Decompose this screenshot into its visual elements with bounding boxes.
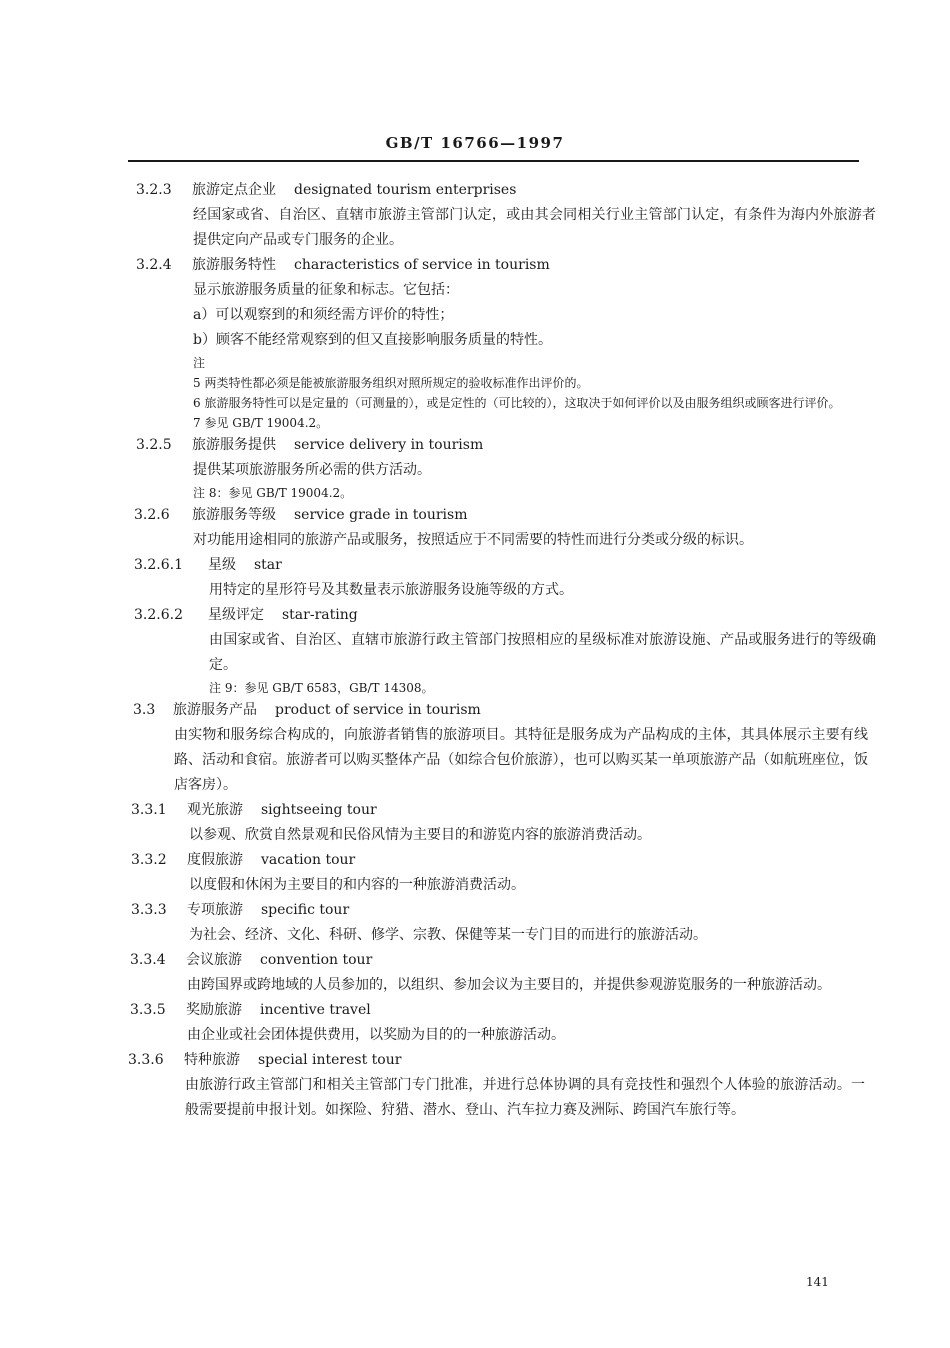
definition-text: 由国家或省、自治区、直辖市旅游行政主管部门按照相应的星级标准对旅游设施、产品或服务进行的等级确定。 — [209, 632, 876, 673]
definition-text: 由企业或社会团体提供费用，以奖励为目的的一种旅游活动。 — [187, 1027, 565, 1043]
term-heading — [0, 698, 950, 723]
term-chinese: 旅游服务特性 — [192, 257, 276, 273]
clause-number: 3.3.6 — [128, 1052, 164, 1068]
term-entry — [0, 898, 950, 948]
note-text: 注 8：参见 GB/T 19004.2。 — [193, 486, 353, 500]
clause-number: 3.2.6 — [134, 507, 170, 523]
note-text: 注 — [193, 356, 206, 370]
term-english: special interest tour — [258, 1052, 402, 1068]
term-english: product of service in tourism — [275, 702, 481, 718]
term-heading — [0, 798, 950, 823]
term-chinese: 奖励旅游 — [186, 1002, 242, 1018]
definition-text: 由旅游行政主管部门和相关主管部门专门批准，并进行总体协调的具有竞技性和强烈个人体验的旅游活动。一般需要提前申报计划。如探险、狩猎、潜水、登山、汽车拉力赛及洲际、跨国汽车旅行等。 — [185, 1077, 865, 1118]
definition-text: 提供某项旅游服务所必需的供方活动。 — [193, 462, 431, 478]
term-heading — [0, 848, 950, 873]
term-chinese: 星级 — [208, 557, 236, 573]
term-entry — [0, 848, 950, 898]
clause-number: 3.3.5 — [130, 1002, 166, 1018]
term-heading — [0, 553, 950, 578]
definition-text: 由实物和服务综合构成的，向旅游者销售的旅游项目。其特征是服务成为产品构成的主体，其具体展示主要有线路、活动和食宿。旅游者可以购买整体产品（如综合包价旅游），也可以购买某一单项旅游产品（如航班座位，饭店客房）。 — [174, 727, 868, 793]
term-entry — [0, 948, 950, 998]
term-english: incentive travel — [260, 1002, 371, 1018]
term-english: designated tourism enterprises — [294, 182, 517, 198]
clause-number: 3.2.6.1 — [134, 557, 183, 573]
term-chinese: 旅游服务等级 — [192, 507, 276, 523]
term-english: specific tour — [261, 902, 350, 918]
term-entry — [0, 553, 950, 603]
term-english: sightseeing tour — [261, 802, 377, 818]
term-chinese: 旅游服务提供 — [192, 437, 276, 453]
term-chinese: 专项旅游 — [187, 902, 243, 918]
term-entry — [0, 998, 950, 1048]
term-entry — [0, 433, 950, 503]
page-number: 141 — [806, 1275, 829, 1289]
document-header: GB/T 16766—1997 — [385, 134, 565, 152]
definition-text: 为社会、经济、文化、科研、修学、宗教、保健等某一专门目的而进行的旅游活动。 — [189, 927, 707, 943]
term-entry — [0, 178, 950, 253]
definition-text: b）顾客不能经常观察到的但又直接影响服务质量的特性。 — [193, 332, 552, 348]
term-chinese: 观光旅游 — [187, 802, 243, 818]
term-heading — [0, 998, 950, 1023]
term-heading — [0, 603, 950, 628]
clause-number: 3.2.6.2 — [134, 607, 183, 623]
term-heading — [0, 948, 950, 973]
term-entry — [0, 603, 950, 698]
note-text: 7 参见 GB/T 19004.2。 — [193, 416, 329, 430]
term-heading — [0, 898, 950, 923]
definition-text: 显示旅游服务质量的征象和标志。它包括： — [193, 282, 459, 298]
term-english: service grade in tourism — [294, 507, 468, 523]
note-text: 注 9：参见 GB/T 6583，GB/T 14308。 — [209, 681, 434, 695]
header-rule — [128, 160, 859, 162]
term-english: characteristics of service in tourism — [294, 257, 550, 273]
definition-text: 由跨国界或跨地域的人员参加的，以组织、参加会议为主要目的，并提供参观游览服务的一种旅游活动。 — [187, 977, 831, 993]
definition-text: 对功能用途相同的旅游产品或服务，按照适应于不同需要的特性而进行分类或分级的标识。 — [193, 532, 753, 548]
note-text: 6 旅游服务特性可以是定量的（可测量的），或是定性的（可比较的），这取决于如何评价以及由服务组织或顾客进行评价。 — [193, 396, 841, 410]
clause-number: 3.2.4 — [136, 257, 172, 273]
term-heading — [0, 433, 950, 458]
clause-number: 3.3.2 — [131, 852, 167, 868]
note-text: 5 两类特性都必须是能被旅游服务组织对照所规定的验收标准作出评价的。 — [193, 376, 589, 390]
term-english: star-rating — [282, 607, 358, 623]
clause-number: 3.2.3 — [136, 182, 172, 198]
clause-number: 3.3 — [133, 702, 156, 718]
term-entry — [0, 798, 950, 848]
term-entry — [0, 698, 950, 798]
term-english: service delivery in tourism — [294, 437, 484, 453]
term-english: convention tour — [260, 952, 373, 968]
document-body — [0, 178, 950, 1123]
term-entry — [0, 1048, 950, 1123]
term-chinese: 旅游服务产品 — [173, 702, 257, 718]
definition-text: 用特定的星形符号及其数量表示旅游服务设施等级的方式。 — [209, 582, 573, 598]
term-chinese: 度假旅游 — [187, 852, 243, 868]
term-chinese: 星级评定 — [208, 607, 264, 623]
definition-text: 以参观、欣赏自然景观和民俗风情为主要目的和游览内容的旅游消费活动。 — [189, 827, 651, 843]
term-english: vacation tour — [261, 852, 356, 868]
term-heading — [0, 1048, 950, 1073]
term-chinese: 旅游定点企业 — [192, 182, 276, 198]
clause-number: 3.3.1 — [131, 802, 167, 818]
term-heading — [0, 503, 950, 528]
term-heading — [0, 178, 950, 203]
definition-text: 以度假和休闲为主要目的和内容的一种旅游消费活动。 — [189, 877, 525, 893]
clause-number: 3.2.5 — [136, 437, 172, 453]
clause-number: 3.3.4 — [130, 952, 166, 968]
term-entry — [0, 503, 950, 553]
term-chinese: 特种旅游 — [184, 1052, 240, 1068]
clause-number: 3.3.3 — [131, 902, 167, 918]
term-entry — [0, 253, 950, 433]
term-chinese: 会议旅游 — [186, 952, 242, 968]
term-english: star — [254, 557, 282, 573]
term-heading — [0, 253, 950, 278]
definition-text: a）可以观察到的和须经需方评价的特性； — [193, 307, 454, 323]
definition-text: 经国家或省、自治区、直辖市旅游主管部门认定，或由其会同相关行业主管部门认定，有条件为海内外旅游者提供定向产品或专门服务的企业。 — [193, 207, 876, 248]
